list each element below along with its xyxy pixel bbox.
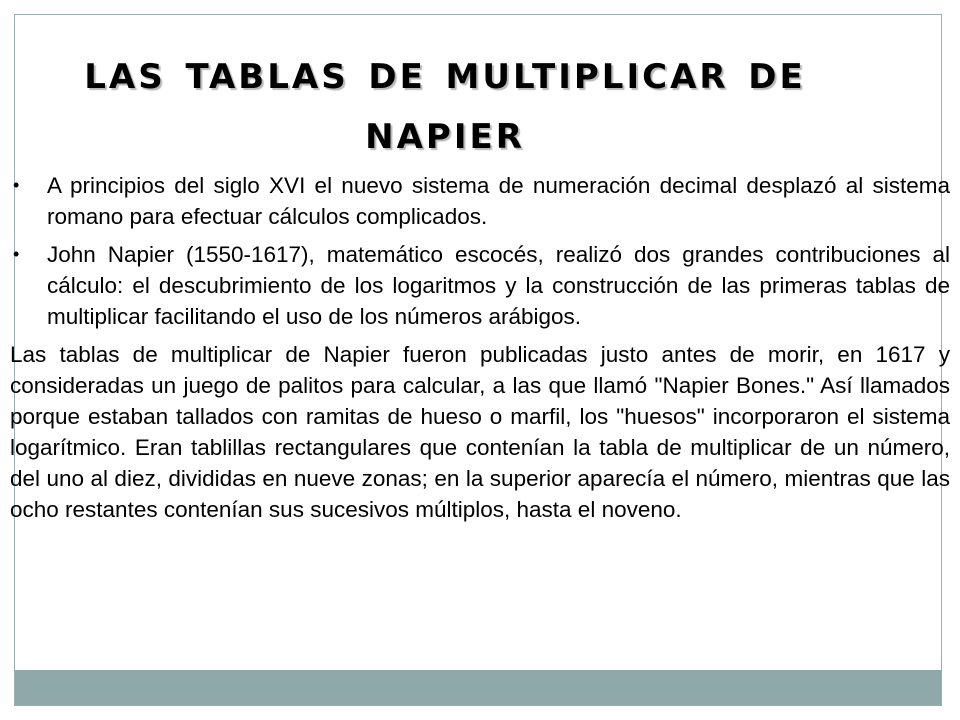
bullet-text: A principios del siglo XVI el nuevo sistema de numeración decimal desplazó al sistema romano para efectuar cálculos complicados.	[47, 173, 950, 229]
bullet-dot-icon: •	[13, 175, 20, 195]
bullet-dot-icon: •	[13, 244, 20, 264]
bullet-item	[10, 239, 950, 332]
body-paragraph: Las tablas de multiplicar de Napier fueron publicadas justo antes de morir, en 1617 y consideradas un juego de palitos para calcular, a las que llamó "Napier Bones." Así llamados porque estaban tallados con ramitas de hueso o marfil, los "huesos" incorporaron el sistema logarítmico. Eran tablillas rectangulares que contenían la tabla de multiplicar de un número, del uno al diez, divididas en nueve zonas; en la superior aparecía el número, mientras que las ocho restantes contenían sus sucesivos múltiplos, hasta el noveno.	[10, 342, 950, 522]
bullet-list	[10, 170, 950, 332]
bullet-text: John Napier (1550-1617), matemático escocés, realizó dos grandes contribuciones al cálculo: el descubrimiento de los logaritmos y la construcción de las primeras tablas de multiplicar facilitando el uso de los números arábigos.	[47, 242, 950, 329]
slide-title: las tablas de multiplicar de napier	[84, 44, 806, 160]
slide-content	[10, 170, 950, 525]
bullet-item	[10, 170, 950, 232]
footer-band	[15, 670, 941, 705]
